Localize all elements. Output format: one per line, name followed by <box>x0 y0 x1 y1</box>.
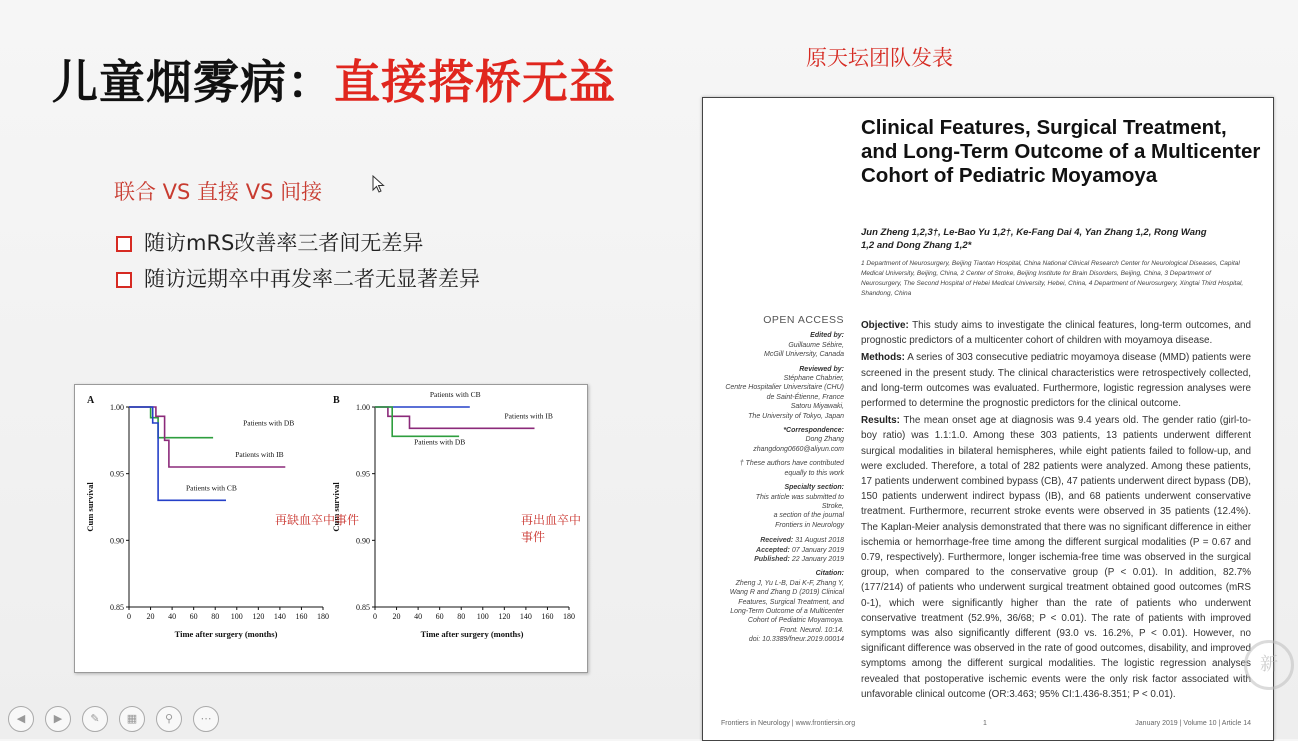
footer-issue: January 2019 | Volume 10 | Article 14 <box>1135 720 1251 727</box>
published-label: Published: <box>754 555 790 563</box>
y-tick-label: 0.85 <box>356 603 370 612</box>
x-tick-label: 20 <box>392 612 401 621</box>
paper-authors: Jun Zheng 1,2,3†, Le-Bao Yu 1,2†, Ke-Fang Dai 4, Yan Zhang 1,2, Rong Wang 1,2 and Dong Zhang 1,2* <box>861 227 1207 251</box>
slide-title <box>52 52 616 112</box>
series-label: Patients with IB <box>235 450 284 459</box>
x-tick-label: 140 <box>519 612 532 621</box>
panel-letter: B <box>333 395 340 406</box>
x-tick-label: 60 <box>435 612 444 621</box>
bullet-list <box>114 228 514 300</box>
paper-affiliations: 1 Department of Neurosurgery, Beijing Tiantan Hospital, China National Clinical Research Center for Neurological Diseases, Capital Medical University, Beijing, China, 2 Center of Stroke, Beijing Institute for Brain Disorders, Beijing, China, 3 Department of Neurosurgery, The Second Hospital of Hebei Medical University, Hebei, China, 4 Department of Neurosurgery, Xingtai Third Hospital, Shandong, China <box>861 260 1244 297</box>
pen-icon[interactable]: ✎ <box>82 706 108 732</box>
edited-label: Edited by: <box>810 332 844 340</box>
slide-title-highlight: 直接搭桥无益 <box>334 55 616 109</box>
y-tick-label: 1.00 <box>356 403 370 412</box>
subheading: 联合 VS 直接 VS 间接 <box>114 180 323 204</box>
published-value: 22 January 2019 <box>791 555 844 563</box>
received-value: 31 August 2018 <box>795 537 844 545</box>
paper-sidebar <box>709 316 844 645</box>
results-label: Results: <box>861 415 900 427</box>
citation-value: Zheng J, Yu L-B, Dai K-F, Zhang Y, Wang R and Zhang D (2019) Clinical Features, Surgical Treatment, and Long-Term Outcome of a Multicenter Cohort of Pediatric Moyamoya. Front. Neurol. 10:14. doi: 10.3389/fneur.2019.00014 <box>729 579 844 644</box>
objective-text: This study aims to investigate the clinical features, long-term outcomes, and prognostic predictors of a multicenter cohort of children with moyamoya disease. <box>861 320 1251 347</box>
paper-title: Clinical Features, Surgical Treatment, and Long-Term Outcome of a Multicenter Cohort of Pediatric Moyamoya <box>861 116 1261 187</box>
x-tick-label: 100 <box>476 612 489 621</box>
slide-title-main: 儿童烟雾病： <box>52 55 334 109</box>
accepted-label: Accepted: <box>756 546 790 554</box>
x-tick-label: 100 <box>230 612 243 621</box>
x-tick-label: 40 <box>168 612 177 621</box>
mouse-cursor-icon <box>372 175 386 195</box>
series-label: Patients with CB <box>186 483 237 493</box>
x-tick-label: 0 <box>373 612 377 621</box>
correspondence-label: *Correspondence: <box>783 427 844 435</box>
edited-value: Guillaume Sébire, McGill University, Canada <box>763 341 844 359</box>
more-icon[interactable]: ⋯ <box>193 706 219 732</box>
reviewed-label: Reviewed by: <box>799 365 844 373</box>
km-figure <box>74 384 588 673</box>
received-label: Received: <box>760 537 794 545</box>
y-tick-label: 0.85 <box>110 603 124 612</box>
open-access-label: OPEN ACCESS <box>763 314 844 326</box>
y-tick-label: 0.90 <box>356 536 370 546</box>
next-icon[interactable]: ▶ <box>45 706 71 732</box>
y-axis-label: Cum survival <box>85 482 95 532</box>
x-tick-label: 60 <box>189 612 198 621</box>
correspondence-value: Dong Zhang zhangdong0660@aliyun.com <box>753 436 844 453</box>
square-bullet-icon <box>116 272 132 288</box>
series-label: Patients with DB <box>414 437 466 447</box>
citation-label: Citation: <box>815 570 844 578</box>
x-tick-label: 0 <box>127 612 131 621</box>
y-tick-label: 1.00 <box>110 403 124 412</box>
x-tick-label: 180 <box>563 612 575 621</box>
y-axis-label: Cum survival <box>331 482 341 532</box>
paper-page <box>702 97 1274 741</box>
series-label: Patients with CB <box>429 390 481 399</box>
objective-label: Objective: <box>861 320 909 331</box>
team-label: 原天坛团队发表 <box>806 46 953 70</box>
x-axis-label: Time after surgery (months) <box>420 629 524 639</box>
specialty-label: Specialty section: <box>784 484 844 492</box>
x-tick-label: 180 <box>317 612 329 621</box>
zoom-icon[interactable]: ⚲ <box>156 706 182 732</box>
bullet-item <box>114 264 514 294</box>
bullet-text: 随访远期卒中再发率二者无显著差异 <box>144 267 480 291</box>
reviewed-value: Stéphane Chabrier, Centre Hospitalier Universitaire (CHU) de Saint-Étienne, France Satoru Miyawaki, The University of Tokyo, Japan <box>725 375 844 420</box>
footer-journal: Frontiers in Neurology | www.frontiersin.org <box>721 720 856 727</box>
y-tick-label: 0.90 <box>110 536 124 546</box>
series-label: Patients with DB <box>243 418 295 428</box>
prev-icon[interactable]: ◀ <box>8 706 34 732</box>
equal-contribution: † These authors have contributed equally to this work <box>739 460 844 477</box>
x-tick-label: 80 <box>457 612 466 621</box>
methods-text: A series of 303 consecutive pediatric moyamoya disease (MMD) patients were screened in the present study. The clinical characteristics were retrospectively collected, and long-term outcomes was evaluated. Furthermore, logistic regression analyses were performed to determine the prognostic predictors for the clinical outcome. <box>861 352 1251 410</box>
paper-abstract <box>861 318 1251 704</box>
methods-label: Methods: <box>861 352 905 364</box>
square-bullet-icon <box>116 236 132 252</box>
watermark-logo: 新 <box>1244 640 1294 690</box>
accepted-value: 07 January 2019 <box>791 546 844 554</box>
x-axis-label: Time after surgery (months) <box>174 629 278 639</box>
survival-curve <box>129 407 213 438</box>
results-text: The mean onset age at diagnosis was 9.4 years old. The gender ratio (girl-to-boy ratio) was 1.1:1.0. Among these 303 patients, 13 patients underwent different surgical modalities in bilateral hemispheres, while eight patients failed to follow-up, and were excluded. Therefore, a total of 282 patients were analyzed. Among these patients, 17 patients underwent combined bypass (CB), 47 patients underwent direct bypass (DB), 150 patients underwent indirect bypass (IB), and 68 patients underwent conservative treatment. Furthermore, recurrent stroke events were observed in 35 patients (12.4%). The Kaplan-Meier analysis demonstrated that there was no significant difference in either ischemia or hemorrhage-free time among the different surgical modalities (P = 0.67 and 0.79, respectively). Furthermore, longer ischemia-free time was observed in the surgical group, when compared to the conservative group (P < 0.01). In addition, 82.7% (177/214) of patients who underwent surgical treatment obtained good outcomes (mRS 0-1), which were significantly higher than the rate of patients who underwent conservative treatment (52.9%, 36/68; P < 0.01). The rate of patients with improved symptoms was also significantly different (93.0 vs. 16.2%, P < 0.01). However, no significant difference was observed in the rate of good outcomes, disability, and improved symptoms among the different surgical modalities. The logistic regression analyses revealed that postoperative ischemic events were the only risk factor associated with unfavorable clinical outcome (OR:3.463; 95% CI:1.436-8.351; P < 0.01). <box>861 415 1251 700</box>
footer-page-number: 1 <box>983 720 987 727</box>
x-tick-label: 140 <box>273 612 286 621</box>
y-tick-label: 0.95 <box>110 469 124 479</box>
panel-letter: A <box>87 395 95 406</box>
x-tick-label: 80 <box>211 612 220 621</box>
x-tick-label: 40 <box>414 612 423 621</box>
annotation-ischemic: 再缺血卒中事件 <box>275 513 360 527</box>
x-tick-label: 120 <box>498 612 511 621</box>
x-tick-label: 20 <box>146 612 155 621</box>
x-tick-label: 120 <box>252 612 265 621</box>
y-tick-label: 0.95 <box>356 469 370 479</box>
x-tick-label: 160 <box>541 612 554 621</box>
x-tick-label: 160 <box>295 612 308 621</box>
bullet-item <box>114 228 514 258</box>
bullet-text: 随访mRS改善率三者间无差异 <box>144 231 424 255</box>
annotation-hemorrhage: 再出血卒中事件 <box>521 513 582 544</box>
grid-icon[interactable]: ▦ <box>119 706 145 732</box>
series-label: Patients with IB <box>504 411 553 421</box>
km-chart <box>75 385 587 672</box>
specialty-value: This article was submitted to Stroke, a section of the journal Frontiers in Neurology <box>755 493 844 529</box>
